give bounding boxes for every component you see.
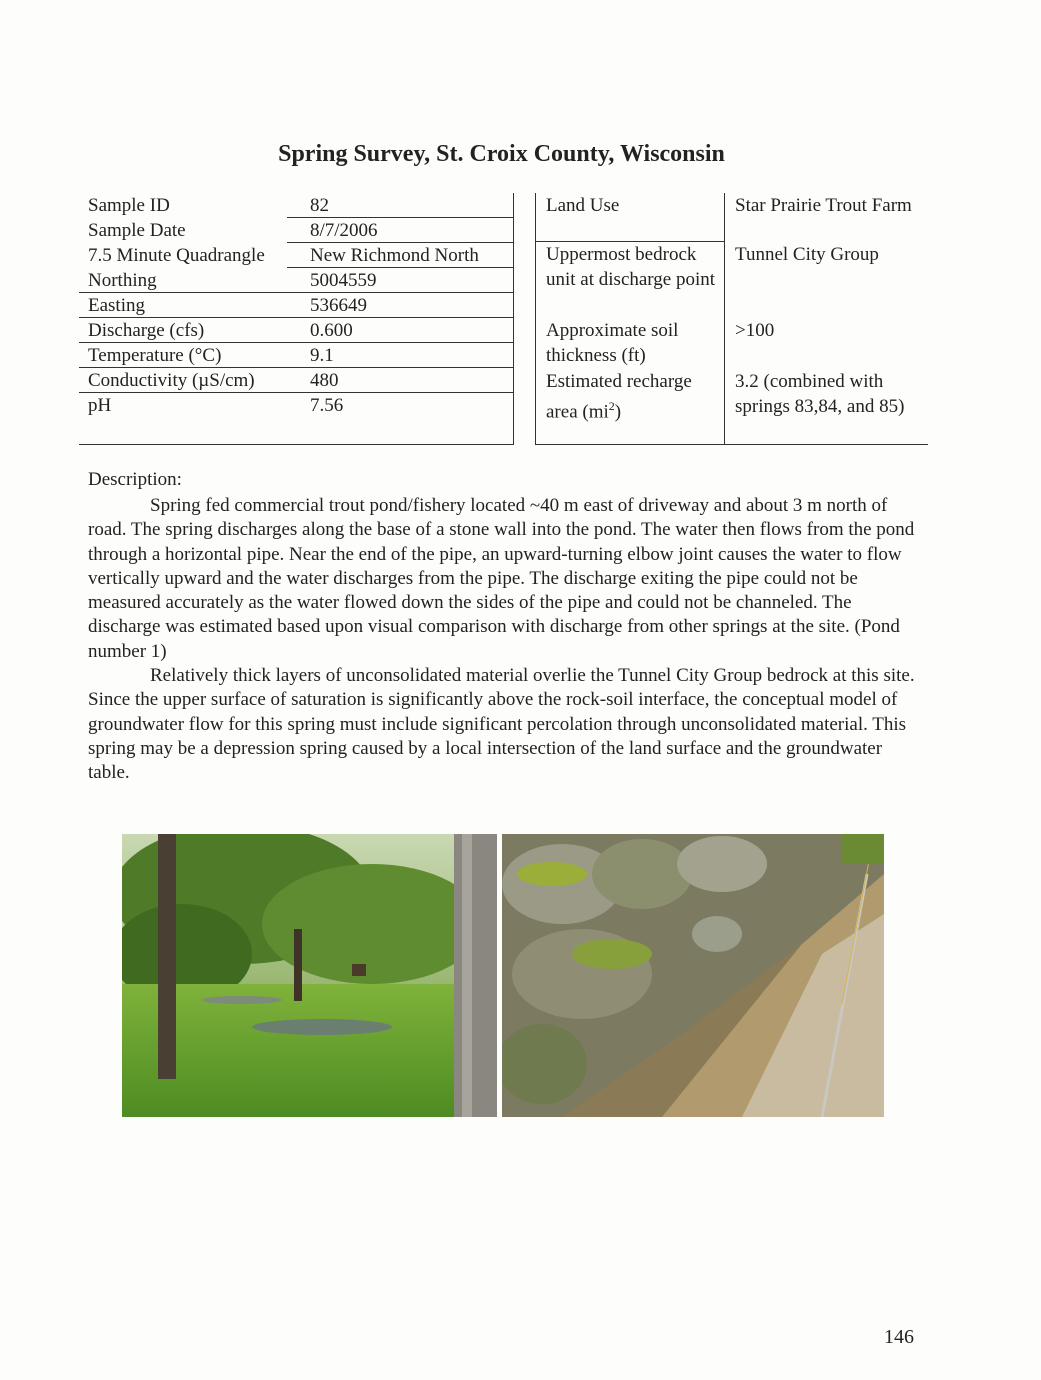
row-value: 9.1 <box>287 343 514 368</box>
description-body <box>88 494 928 786</box>
table-row <box>79 268 514 293</box>
row-label: Uppermost bedrock unit at discharge point <box>535 242 725 318</box>
description-label: Description: <box>88 469 182 490</box>
row-label: Estimated recharge area $(mi^2)$ <box>535 369 725 444</box>
row-label: Northing <box>79 268 287 293</box>
row-label: pH <box>88 395 112 416</box>
table-row <box>79 343 514 368</box>
table-row <box>79 193 514 218</box>
table-row <box>79 368 514 393</box>
row-value: >100 <box>735 320 775 341</box>
row-value: New Richmond North <box>287 243 514 268</box>
row-value: 5004559 <box>287 268 514 293</box>
row-value: 82 <box>287 193 514 218</box>
row-value: Star Prairie Trout Farm <box>735 195 912 216</box>
row-value: 536649 <box>287 293 514 318</box>
row-label: Sample ID <box>88 195 170 216</box>
row-label: Conductivity (µS/cm) <box>79 368 287 393</box>
stone-wall-spring-photo <box>502 834 884 1117</box>
description-paragraph: Relatively thick layers of unconsolidated material overlie the Tunnel City Group bedrock at this site. Since the upper surface of saturation is significantly above the rock-soil interface, the conceptual model of groundwater flow for this spring must include significant percolation through unconsolidated material. This spring may be a depression spring caused by a local intersection of the land surface and the groundwater table. <box>88 665 915 784</box>
table-row <box>79 293 514 318</box>
table-row <box>535 242 928 318</box>
table-row <box>535 369 928 445</box>
pond-landscape-photo <box>122 834 497 1117</box>
table-row <box>535 193 928 242</box>
site-info-table <box>535 193 928 445</box>
row-value: 8/7/2006 <box>287 218 514 243</box>
row-value: 3.2 (combined with springs 83,84, and 85) <box>735 371 905 417</box>
table-row <box>79 393 514 418</box>
sample-data-table <box>79 193 514 445</box>
table-row <box>535 318 928 369</box>
row-label: Approximate soil thickness (ft) <box>535 318 725 369</box>
row-label: Temperature (°C) <box>79 343 287 368</box>
page-title: Spring Survey, St. Croix County, Wisconsin <box>278 141 725 167</box>
row-label: Easting <box>79 293 287 318</box>
table-row <box>79 243 514 268</box>
table-row <box>79 218 514 243</box>
row-value: Tunnel City Group <box>735 244 879 265</box>
table-bottom-rule <box>79 418 514 445</box>
page-number: 146 <box>884 1326 914 1348</box>
row-value: 0.600 <box>287 318 514 343</box>
description-paragraph: Spring fed commercial trout pond/fishery located ~40 m east of driveway and about 3 m north of road. The spring discharges along the base of a stone wall into the pond. The water then flows from the pond through a horizontal pipe. Near the end of the pipe, an upward-turning elbow joint causes the water to flow vertically upward and the water discharges from the pipe. The discharge exiting the pipe could not be measured accurately as the water flowed down the sides of the pipe and could not be channeled. The discharge was estimated based upon visual comparison with discharge from other springs at the site. (Pond number 1) <box>88 495 915 662</box>
row-label: Sample Date <box>88 220 186 241</box>
row-label: Land Use <box>535 193 725 242</box>
table-row <box>79 318 514 343</box>
row-label: Discharge (cfs) <box>79 318 287 343</box>
row-value: 7.56 <box>287 393 514 418</box>
row-value: 480 <box>287 368 514 393</box>
row-label: 7.5 Minute Quadrangle <box>88 245 265 266</box>
